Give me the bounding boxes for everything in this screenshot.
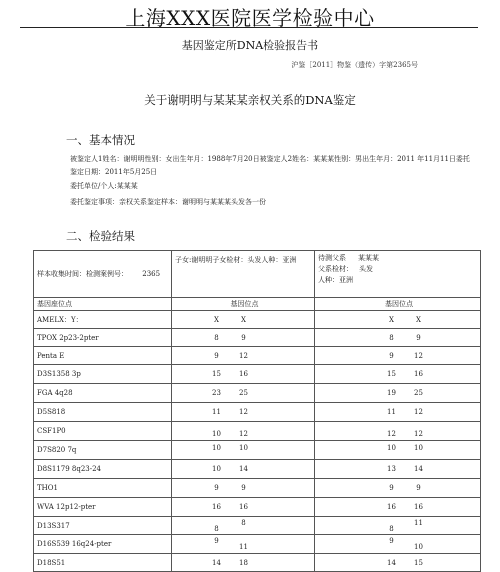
- father-allele-cell: [315, 329, 481, 347]
- allele-value: X: [214, 315, 219, 324]
- father-allele-cell: [315, 422, 481, 441]
- info-line-matter: 委托鉴定事项：亲权关系鉴定样本：谢明明与某某某头发各一份: [70, 198, 266, 206]
- child-allele-cell: [172, 479, 315, 498]
- allele-value: 25: [239, 389, 248, 397]
- allele-value: 15: [414, 558, 423, 567]
- allele-value: 15: [387, 370, 396, 378]
- table-row: [34, 441, 481, 460]
- father-name: 某某某: [358, 254, 379, 262]
- allele-value: 16: [414, 503, 423, 511]
- father-allele-cell: [315, 498, 481, 517]
- allele-value: 9: [389, 537, 394, 545]
- allele-value: 16: [414, 370, 423, 378]
- title-divider: [20, 27, 478, 28]
- table-row: [34, 403, 481, 422]
- allele-value: 12: [414, 408, 423, 416]
- table-row: [34, 535, 481, 554]
- table-row: [34, 422, 481, 441]
- allele-value: X: [416, 315, 421, 324]
- locus-cell: CSF1P0: [34, 422, 172, 441]
- allele-value: 10: [212, 465, 221, 473]
- locus-cell: AMELX：Y：: [34, 311, 172, 329]
- father-material: 头发: [359, 265, 373, 273]
- child-allele-cell: [172, 554, 315, 572]
- allele-value: 12: [387, 430, 396, 438]
- allele-value: 10: [212, 444, 221, 452]
- child-allele-cell: [172, 422, 315, 441]
- child-allele-cell: [172, 329, 315, 347]
- allele-value: 14: [212, 558, 221, 567]
- allele-value: 8: [214, 524, 219, 533]
- father-allele-cell: [315, 384, 481, 403]
- allele-value: 19: [387, 389, 396, 397]
- table-row: [34, 479, 481, 498]
- allele-value: X: [389, 315, 394, 324]
- child-info: 子女:谢明明子女检材：头发人种：亚洲: [175, 256, 297, 264]
- allele-value: 16: [239, 370, 248, 378]
- col-father-header: 基因位点: [315, 298, 481, 311]
- father-allele-cell: [315, 347, 481, 365]
- allele-value: 10: [414, 444, 423, 452]
- table-row: [34, 329, 481, 347]
- allele-value: 25: [414, 389, 423, 397]
- allele-value: 18: [239, 558, 248, 567]
- table-header-row: [34, 251, 481, 298]
- allele-value: 23: [212, 389, 221, 397]
- locus-cell: WVA 12p12-pter: [34, 498, 172, 517]
- table-row: [34, 498, 481, 517]
- allele-value: 9: [214, 484, 219, 492]
- allele-value: 9: [214, 351, 219, 360]
- father-allele-cell: [315, 535, 481, 554]
- locus-cell: TPOX 2p23-2pter: [34, 329, 172, 347]
- info-line-date: 鉴定日期：2011年5月25日: [70, 168, 158, 176]
- allele-value: 9: [241, 333, 246, 342]
- col-locus-header: 基因座位点: [34, 298, 172, 311]
- child-allele-cell: [172, 384, 315, 403]
- father-race: 人种：亚洲: [318, 276, 353, 284]
- allele-value: 16: [212, 503, 221, 511]
- child-allele-cell: [172, 498, 315, 517]
- father-allele-cell: [315, 365, 481, 384]
- allele-value: 16: [239, 503, 248, 511]
- locus-cell: Penta E: [34, 347, 172, 365]
- child-allele-cell: [172, 403, 315, 422]
- allele-value: 10: [239, 444, 248, 452]
- section-results: 二、检验结果: [66, 229, 135, 243]
- table-row: [34, 517, 481, 535]
- report-heading: 关于谢明明与某某某亲权关系的DNA鉴定: [144, 93, 356, 107]
- allele-value: 11: [414, 518, 423, 527]
- table-column-labels: [34, 298, 481, 311]
- allele-value: 8: [214, 333, 219, 342]
- allele-value: 12: [414, 430, 423, 438]
- table-row: [34, 347, 481, 365]
- table-row: [34, 365, 481, 384]
- sample-no-label: 样本收集时间：检测案例号：: [37, 270, 128, 278]
- allele-value: X: [241, 315, 246, 324]
- child-allele-cell: [172, 517, 315, 535]
- allele-value: 12: [239, 430, 248, 438]
- allele-value: 15: [212, 370, 221, 378]
- allele-value: 11: [212, 408, 221, 416]
- reference-number: 沪鉴［2011］物鉴（遗传）字第2365号: [291, 61, 418, 69]
- father-allele-cell: [315, 460, 481, 479]
- allele-value: 14: [387, 558, 396, 567]
- allele-value: 16: [387, 503, 396, 511]
- allele-value: 10: [387, 444, 396, 452]
- locus-cell: THO1: [34, 479, 172, 498]
- table-row: [34, 554, 481, 572]
- locus-cell: D13S317: [34, 517, 172, 535]
- allele-value: 12: [239, 408, 248, 416]
- father-info-cell: [315, 251, 481, 298]
- father-allele-cell: [315, 479, 481, 498]
- allele-value: 12: [239, 351, 248, 360]
- allele-value: 9: [214, 537, 219, 545]
- report-subtitle: 基因鉴定所DNA检验报告书: [181, 39, 319, 52]
- child-allele-cell: [172, 460, 315, 479]
- locus-cell: D7S820 7q: [34, 441, 172, 460]
- allele-value: 14: [414, 465, 423, 473]
- allele-value: 8: [241, 518, 246, 527]
- child-info-cell: [172, 251, 315, 298]
- child-allele-cell: [172, 365, 315, 384]
- father-label: 待测父系: [318, 254, 346, 262]
- table-row: [34, 384, 481, 403]
- father-material-label: 父系检材：: [318, 265, 353, 273]
- allele-value: 9: [416, 333, 421, 342]
- locus-cell: FGA 4q28: [34, 384, 172, 403]
- allele-value: 13: [387, 465, 396, 473]
- sample-no-value: 2365: [142, 270, 161, 278]
- sample-info-cell: [34, 251, 172, 298]
- father-allele-cell: [315, 403, 481, 422]
- allele-value: 8: [389, 333, 394, 342]
- allele-value: 11: [239, 543, 248, 551]
- locus-cell: D16S539 16q24-pter: [34, 535, 172, 554]
- child-allele-cell: [172, 347, 315, 365]
- allele-value: 12: [414, 351, 423, 360]
- locus-cell: D5S818: [34, 403, 172, 422]
- allele-value: 10: [212, 430, 221, 438]
- col-child-header: 基因位点: [172, 298, 315, 311]
- allele-value: 10: [414, 543, 423, 551]
- father-allele-cell: [315, 311, 481, 329]
- allele-value: 11: [387, 408, 396, 416]
- child-allele-cell: [172, 311, 315, 329]
- allele-value: 8: [389, 524, 394, 533]
- allele-value: 9: [241, 484, 246, 492]
- allele-value: 9: [389, 484, 394, 492]
- basic-info-block: [70, 154, 490, 211]
- table-row: [34, 311, 481, 329]
- locus-cell: D18S51: [34, 554, 172, 572]
- report-title: 上海XXX医院医学检验中心: [125, 6, 375, 30]
- locus-cell: D3S1358 3p: [34, 365, 172, 384]
- allele-value: 14: [239, 465, 248, 473]
- child-allele-cell: [172, 535, 315, 554]
- table-row: [34, 460, 481, 479]
- results-table: [33, 250, 481, 572]
- child-allele-cell: [172, 441, 315, 460]
- allele-value: 9: [416, 484, 421, 492]
- info-line-client: 委托单位/个人:某某某: [70, 181, 138, 190]
- father-allele-cell: [315, 517, 481, 535]
- locus-cell: D8S1179 8q23-24: [34, 460, 172, 479]
- father-allele-cell: [315, 554, 481, 572]
- info-line-subjects: 被鉴定人1姓名：谢明明性别：女出生年月：1988年7月20日被鉴定人2姓名：某某某性别：男出生年月：2011 年11月11日委托: [70, 155, 470, 163]
- allele-value: 9: [389, 351, 394, 360]
- section-basic-info: 一、基本情况: [66, 133, 135, 147]
- father-allele-cell: [315, 441, 481, 460]
